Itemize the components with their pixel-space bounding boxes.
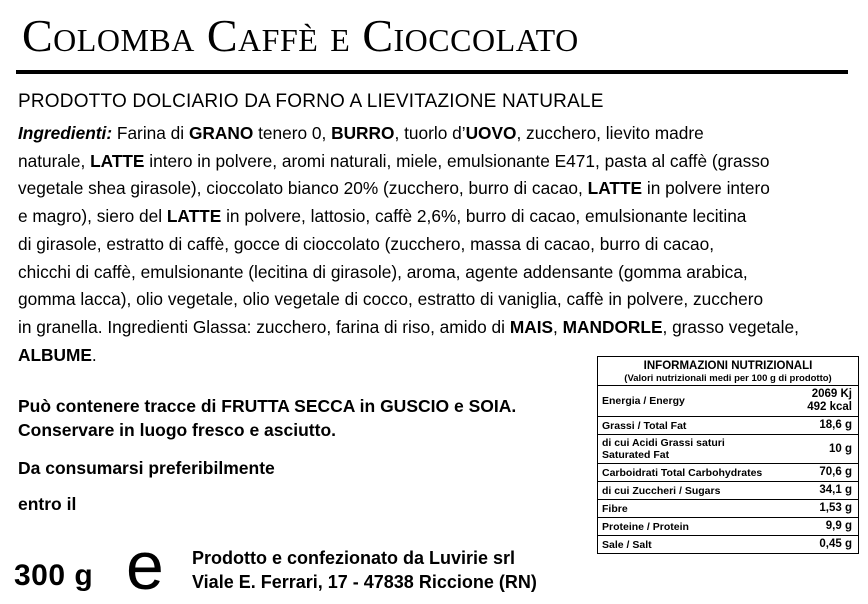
nutrition-table [597,356,859,554]
ingredients-line: ALBUME. [18,344,97,365]
producer-info [192,546,537,594]
title-underline [16,70,848,74]
nutrition-label: Carboidrati Total Carbohydrates [602,466,763,479]
allergen-word: MAIS [509,316,554,337]
nutrition-label: di cui Acidi Grassi saturi Saturated Fat [602,437,725,461]
nutrition-row [598,518,858,536]
nutrition-label: Proteine / Protein [602,520,689,533]
allergen-and-storage-notes [18,394,516,442]
nutrition-value: 70,6 g [819,466,852,478]
producer-name: Prodotto e confezionato da Luvirie srl [192,548,516,568]
ingredients-line: chicchi di caffè, emulsionante (lecitina di girasole), aroma, agente addensante (gomma arabica, [18,261,748,282]
nutrition-value: 10 g [828,442,852,455]
ingredients-text [18,120,863,369]
allergen-word: LATTE [587,178,643,199]
product-title: Colomba Caffè e Cioccolato [22,10,579,61]
net-weight: 300 g [14,559,94,592]
nutrition-row [598,500,858,518]
estimated-sign-icon: e [126,528,164,604]
ingredients-label: Ingredienti: [18,123,113,143]
nutrition-row [598,464,858,482]
nutrition-row [598,435,858,464]
nutrition-label: Grassi / Total Fat [602,419,687,432]
nutrition-value: 34,1 g [819,484,852,496]
allergen-word: LATTE [90,150,145,171]
nutrition-value: 0,45 g [819,538,852,550]
allergen-word: UOVO [465,123,517,143]
ingredients-line: vegetale shea girasole), cioccolato bianco 20% (zucchero, burro di cacao, LATTE in polvere intero [18,178,770,199]
best-before-label: Da consumarsi preferibilmente [18,458,275,478]
nutrition-row [598,417,858,435]
allergen-word: BURRO [331,123,395,143]
ingredients-line: Ingredienti: Farina di GRANO tenero 0, BURRO, tuorlo d’UOVO, zucchero, lievito madre [18,123,704,143]
ingredients-line: naturale, LATTE intero in polvere, aromi naturali, miele, emulsionante E471, pasta al caffè (grasso [18,150,770,171]
nutrition-row [598,536,858,553]
ingredients-line: e magro), siero del LATTE in polvere, lattosio, caffè 2,6%, burro di cacao, emulsionante lecitina [18,206,747,227]
allergen-word: LATTE [166,206,222,227]
nutrition-label: Energia / Energy [602,395,685,407]
allergen-word: ALBUME [18,344,92,365]
nutrition-rows [598,386,858,553]
storage-note: Conservare in luogo fresco e asciutto. [18,420,336,440]
producer-address: Viale E. Ferrari, 17 - 47838 Riccione (RN) [192,572,537,592]
best-before-date-label: entro il [18,494,77,514]
nutrition-value: 2069 Kj 492 kcal [807,388,852,413]
nutrition-value: 18,6 g [819,419,852,431]
nutrition-row [598,482,858,500]
ingredients-line: gomma lacca), olio vegetale, olio vegetale di cocco, estratto di vaniglia, caffè in polvere, zucchero [18,289,764,310]
nutrition-title: INFORMAZIONI NUTRIZIONALI [643,360,813,372]
allergen-word: MANDORLE [562,316,663,337]
nutrition-label: Fibre [602,502,628,515]
nutrition-label: di cui Zuccheri / Sugars [602,484,721,497]
nutrition-value: 1,53 g [819,502,852,514]
nutrition-label: Sale / Salt [602,538,652,551]
nutrition-value: 9,9 g [825,520,852,532]
nutrition-table-header [598,357,858,386]
nutrition-row [598,386,858,417]
nutrition-subtitle: (Valori nutrizionali medi per 100 g di prodotto) [624,373,832,384]
ingredients-line: in granella. Ingredienti Glassa: zucchero, farina di riso, amido di MAIS, MANDORLE, grasso vegetale, [18,316,799,337]
traces-note: Può contenere tracce di FRUTTA SECCA in GUSCIO e SOIA. [18,396,517,416]
product-subtitle: PRODOTTO DOLCIARIO DA FORNO A LIEVITAZIONE NATURALE [18,91,604,112]
ingredients-line: di girasole, estratto di caffè, gocce di cioccolato (zucchero, massa di cacao, burro di cacao, [18,233,715,254]
allergen-word: GRANO [188,123,254,143]
